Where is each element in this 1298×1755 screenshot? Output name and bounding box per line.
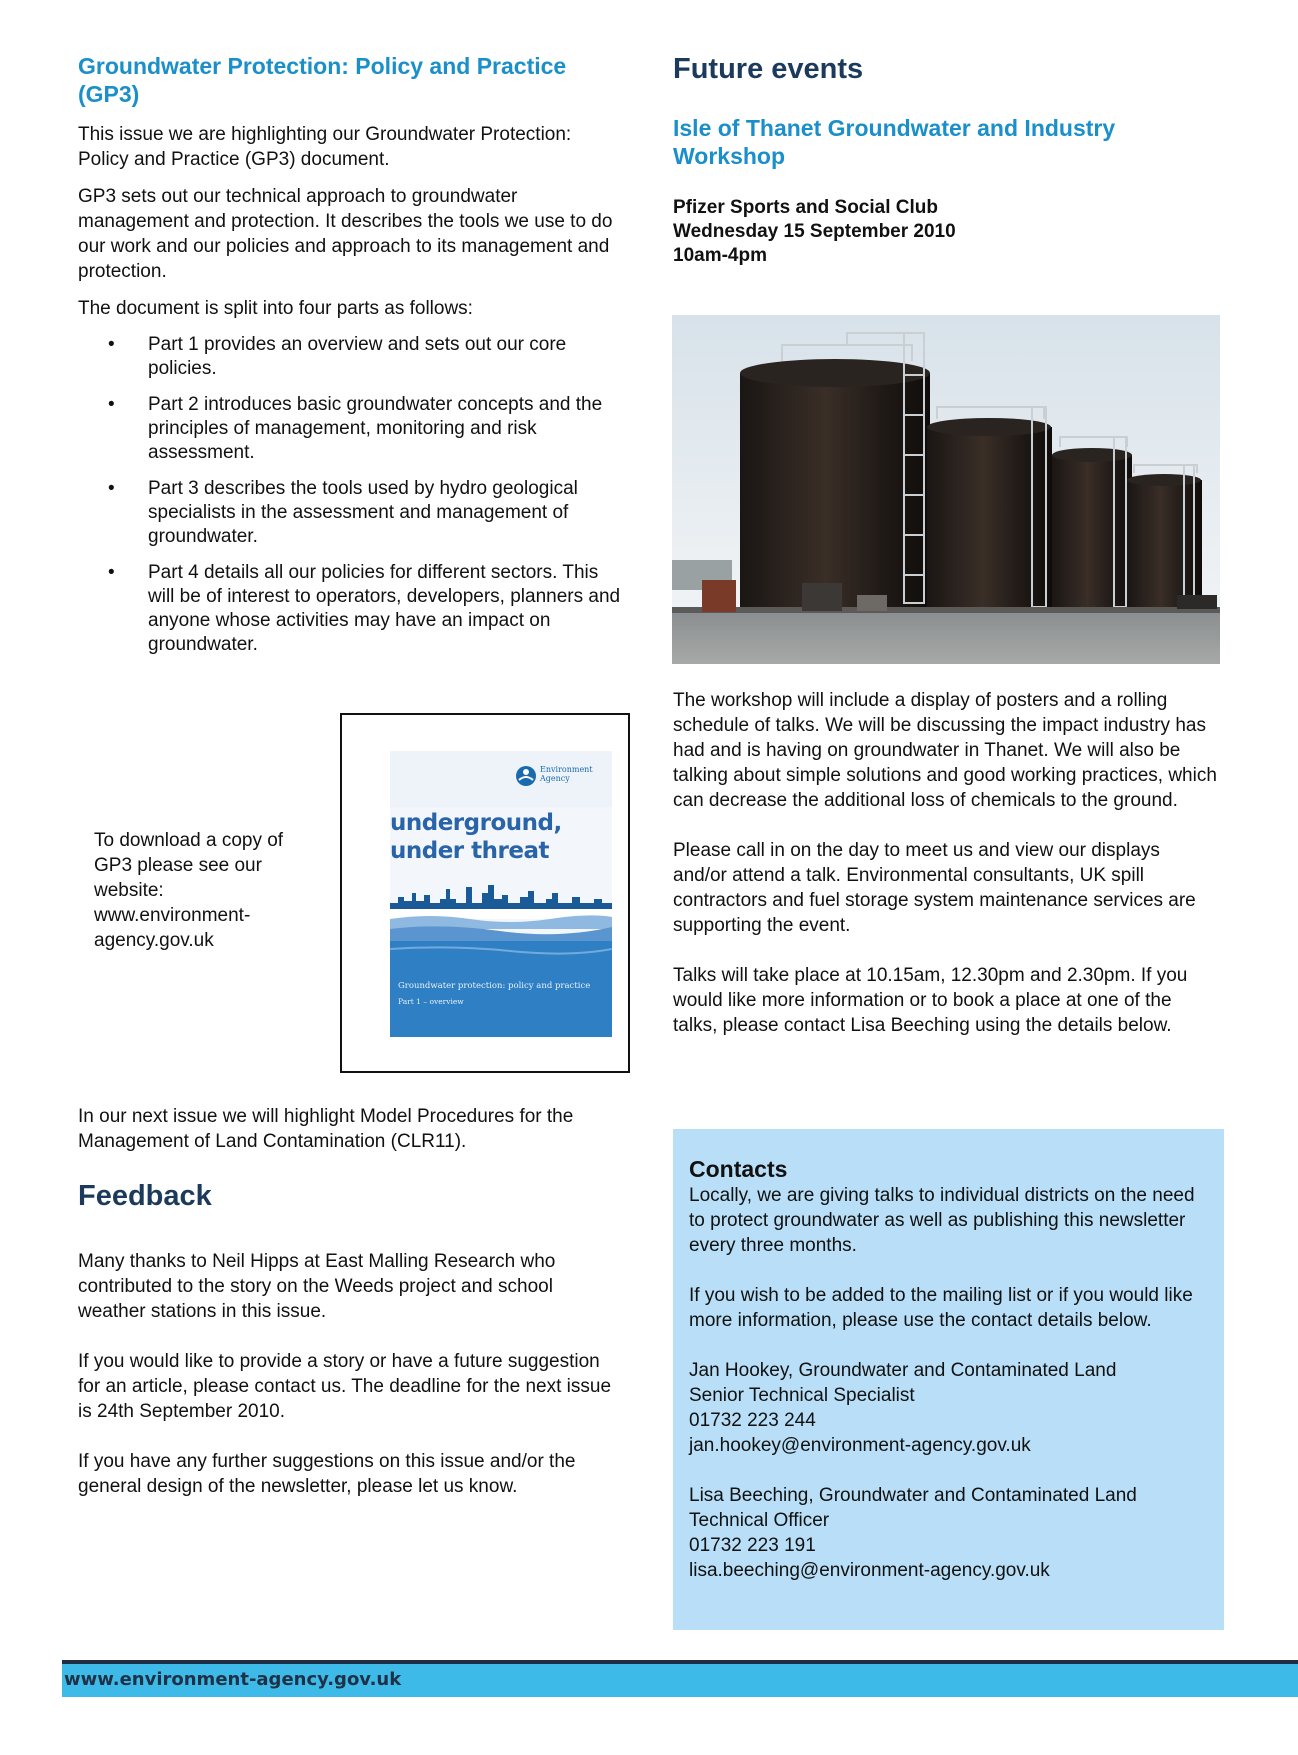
download-note: To download a copy of GP3 please see our website: www.environment-agency.gov.uk	[94, 830, 284, 951]
contact-name: Jan Hookey, Groundwater and Contaminated Land	[689, 1360, 1117, 1381]
contact-phone: 01732 223 244	[689, 1410, 816, 1431]
gp3-cover-image[interactable]	[340, 713, 630, 1073]
feedback-para-1: Many thanks to Neil Hipps at East Malling Research who contributed to the story on the Weeds project and school weather stations in this issue.	[78, 1251, 556, 1322]
contact-phone: 01732 223 191	[689, 1535, 816, 1556]
cover-title	[390, 809, 562, 865]
list-item	[78, 333, 623, 381]
workshop-body	[673, 688, 1218, 1038]
event-time: 10am-4pm	[673, 245, 767, 266]
cover-skyline-graphic	[390, 879, 612, 1037]
cover-logo-line1: Environment	[540, 765, 593, 774]
event-details	[673, 196, 1173, 268]
event-venue: Pfizer Sports and Social Club	[673, 197, 938, 218]
contact-role: Technical Officer	[689, 1510, 830, 1531]
cover-subtitle: Groundwater protection: policy and practice	[398, 981, 591, 991]
bullet-icon: •	[108, 562, 115, 583]
storage-tanks-photo[interactable]	[672, 315, 1220, 664]
footer-bar	[62, 1660, 1298, 1697]
feedback-para-3: If you have any further suggestions on this issue and/or the general design of the newsletter, please let us know.	[78, 1451, 576, 1497]
gp3-parts-list	[78, 333, 623, 669]
cover-page	[390, 751, 612, 1037]
event-title: Isle of Thanet Groundwater and Industry Workshop	[673, 115, 1116, 169]
workshop-para-1: The workshop will include a display of posters and a rolling schedule of talks. We will be discussing the impact industry has had and is having on groundwater in Thanet. We will also be talking about simple solutions and good working practices, which can decrease the additional loss of chemicals to the ground.	[673, 690, 1217, 811]
list-item-text: Part 1 provides an overview and sets out our core policies.	[148, 334, 567, 379]
contact-role: Senior Technical Specialist	[689, 1385, 915, 1406]
cover-header	[390, 751, 612, 807]
gp3-para-2: GP3 sets out our technical approach to groundwater management and protection. It describes the tools we use to do our work and our policies and approach to its management and protection.	[78, 186, 613, 282]
cover-logo-line2: Agency	[540, 774, 570, 783]
list-item	[78, 561, 623, 657]
bullet-icon: •	[108, 394, 115, 415]
contact-card	[689, 1358, 1214, 1458]
list-item-text: Part 2 introduces basic groundwater concepts and the principles of management, monitoring and risk assessment.	[148, 394, 603, 463]
bullet-icon: •	[108, 334, 115, 355]
list-item-text: Part 3 describes the tools used by hydro geological specialists in the assessment and management of groundwater.	[148, 478, 578, 547]
contacts-body	[689, 1183, 1214, 1583]
event-date: Wednesday 15 September 2010	[673, 221, 956, 242]
cover-title-line1: underground,	[390, 810, 562, 836]
list-item-text: Part 4 details all our policies for different sectors. This will be of interest to operators, developers, planners and anyone whose activities may have an impact on groundwater.	[148, 562, 621, 655]
cover-logo-text	[540, 765, 593, 783]
feedback-para-2: If you would like to provide a story or have a future suggestion for an article, please contact us. The deadline for the next issue is 24th September 2010.	[78, 1351, 612, 1422]
contacts-intro: Locally, we are giving talks to individual districts on the need to protect groundwater as well as publishing this newsletter every three months.	[689, 1185, 1195, 1256]
cover-title-line2: under threat	[390, 838, 549, 864]
next-issue-note: In our next issue we will highlight Model Procedures for the Management of Land Contamination (CLR11).	[78, 1106, 574, 1152]
contact-name: Lisa Beeching, Groundwater and Contaminated Land	[689, 1485, 1137, 1506]
contact-email-link[interactable]: jan.hookey@environment-agency.gov.uk	[689, 1435, 1031, 1456]
contacts-heading: Contacts	[689, 1156, 788, 1182]
feedback-heading: Feedback	[78, 1180, 212, 1212]
list-item	[78, 393, 623, 465]
contacts-box	[673, 1129, 1224, 1630]
workshop-para-3: Talks will take place at 10.15am, 12.30pm and 2.30pm. If you would like more information or to book a place at one of the talks, please contact Lisa Beeching using the details below.	[673, 965, 1188, 1036]
cover-part: Part 1 – overview	[398, 997, 464, 1006]
list-item	[78, 477, 623, 549]
contact-email-link[interactable]: lisa.beeching@environment-agency.gov.uk	[689, 1560, 1050, 1581]
footer-rule	[62, 1660, 1298, 1664]
gp3-heading: Groundwater Protection: Policy and Practice (GP3)	[78, 53, 567, 107]
environment-agency-logo-icon	[515, 765, 537, 787]
gp3-intro	[78, 122, 618, 321]
future-events-heading: Future events	[673, 53, 864, 85]
feedback-body	[78, 1249, 623, 1499]
gp3-para-3: The document is split into four parts as follows:	[78, 298, 473, 319]
footer-url-link[interactable]: www.environment-agency.gov.uk	[64, 1669, 402, 1690]
bullet-icon: •	[108, 478, 115, 499]
contacts-mailing: If you wish to be added to the mailing list or if you would like more information, please use the contact details below.	[689, 1285, 1193, 1331]
contact-card	[689, 1483, 1214, 1583]
gp3-para-1: This issue we are highlighting our Groundwater Protection: Policy and Practice (GP3) document.	[78, 124, 572, 170]
workshop-para-2: Please call in on the day to meet us and view our displays and/or attend a talk. Environmental consultants, UK spill contractors and fuel storage system maintenance services are supporting the event.	[673, 840, 1196, 936]
